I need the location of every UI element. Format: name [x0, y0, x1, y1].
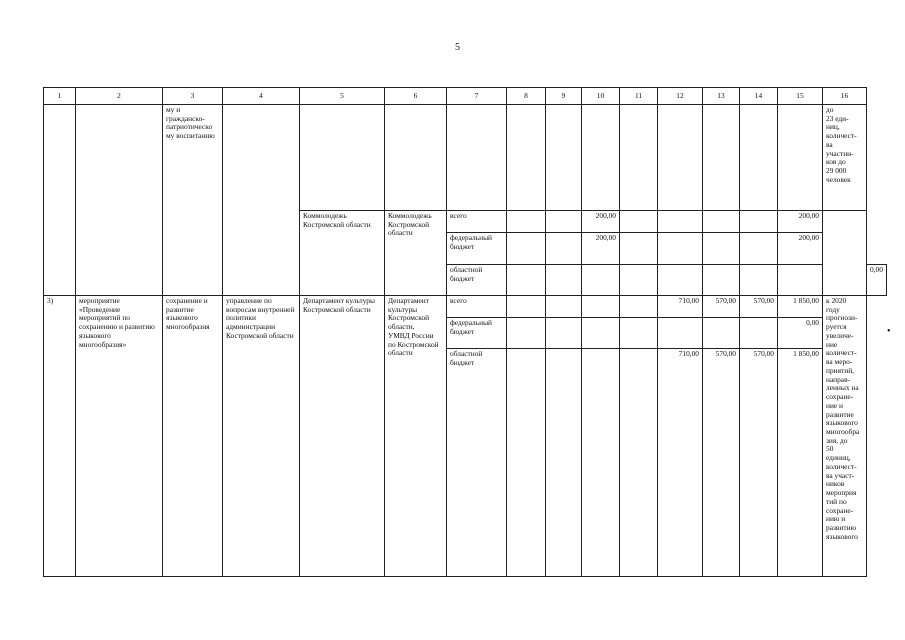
- budget-table: [43, 87, 887, 577]
- col-header: 4: [223, 88, 300, 105]
- item-name: мероприятие «Проведение мероприятий по сохранению и развитию языкового многообразия»: [76, 296, 163, 577]
- col-header: 8: [507, 88, 546, 105]
- source-cell: федеральный бюджет: [447, 318, 507, 349]
- table-row: [44, 296, 887, 318]
- value-cell: 200,00: [778, 233, 823, 265]
- item-goal: сохранение и развитие языкового многообразия: [163, 296, 223, 577]
- cont-goal-cell: му и гражданско-патриотическо му воспитанию: [163, 105, 223, 296]
- col-header: 7: [447, 88, 507, 105]
- table-row: [44, 105, 887, 211]
- cont-executor-cell: Коммолодежь Костромской области: [300, 211, 385, 296]
- col-header: 1: [44, 88, 76, 105]
- item-participant: Департамент культуры Костромской области, УМВД России по Костромской области: [385, 296, 447, 577]
- value-cell: 710,00: [658, 349, 703, 577]
- value-cell: 0,00: [778, 318, 823, 349]
- source-cell: всего: [447, 296, 507, 318]
- col-header: 2: [76, 88, 163, 105]
- item-task: управление по вопросам внутренней политики администрации Костромской области: [223, 296, 300, 577]
- stray-dot: •: [887, 326, 891, 337]
- col-header: 13: [703, 88, 740, 105]
- col-header: 5: [300, 88, 385, 105]
- value-cell: 570,00: [703, 296, 740, 318]
- col-header: 11: [620, 88, 658, 105]
- col-header: 15: [778, 88, 823, 105]
- cont-indicator-cell: до 23 еди- ниц, количест- ва участни- ков до 29 000 человек: [823, 105, 867, 211]
- column-number-row: [44, 88, 887, 105]
- value-cell: 570,00: [703, 349, 740, 577]
- item-number: 3): [44, 296, 76, 577]
- value-cell: 570,00: [740, 296, 778, 318]
- col-header: 3: [163, 88, 223, 105]
- source-cell: федеральный бюджет: [447, 233, 507, 265]
- page-number: 5: [455, 42, 460, 53]
- value-cell: 1 850,00: [778, 349, 823, 577]
- cont-participant-cell: Коммолодежь Костромской области: [385, 211, 447, 296]
- col-header: 12: [658, 88, 703, 105]
- value-cell: 0,00: [867, 265, 887, 296]
- item-executor: Департамент культуры Костромской области: [300, 296, 385, 577]
- source-cell: областной бюджет: [447, 349, 507, 577]
- source-cell: всего: [447, 211, 507, 233]
- source-cell: областной бюджет: [447, 265, 507, 296]
- value-cell: 200,00: [582, 233, 620, 265]
- value-cell: 200,00: [778, 211, 823, 233]
- col-header: 14: [740, 88, 778, 105]
- col-header: 9: [546, 88, 582, 105]
- col-header: 10: [582, 88, 620, 105]
- value-cell: 1 850,00: [778, 296, 823, 318]
- item-indicator: к 2020 году прогнози- руется увеличе- ние количест- ва меро- приятий, направ- ленных на сохране- ние и развитие языкового многообра зия, до 50 единиц, количест- ва участ- ников мероприя тий по сохране- нию и развитию языкового: [823, 296, 867, 577]
- col-header: 16: [823, 88, 867, 105]
- value-cell: 570,00: [740, 349, 778, 577]
- value-cell: 200,00: [582, 211, 620, 233]
- value-cell: 710,00: [658, 296, 703, 318]
- col-header: 6: [385, 88, 447, 105]
